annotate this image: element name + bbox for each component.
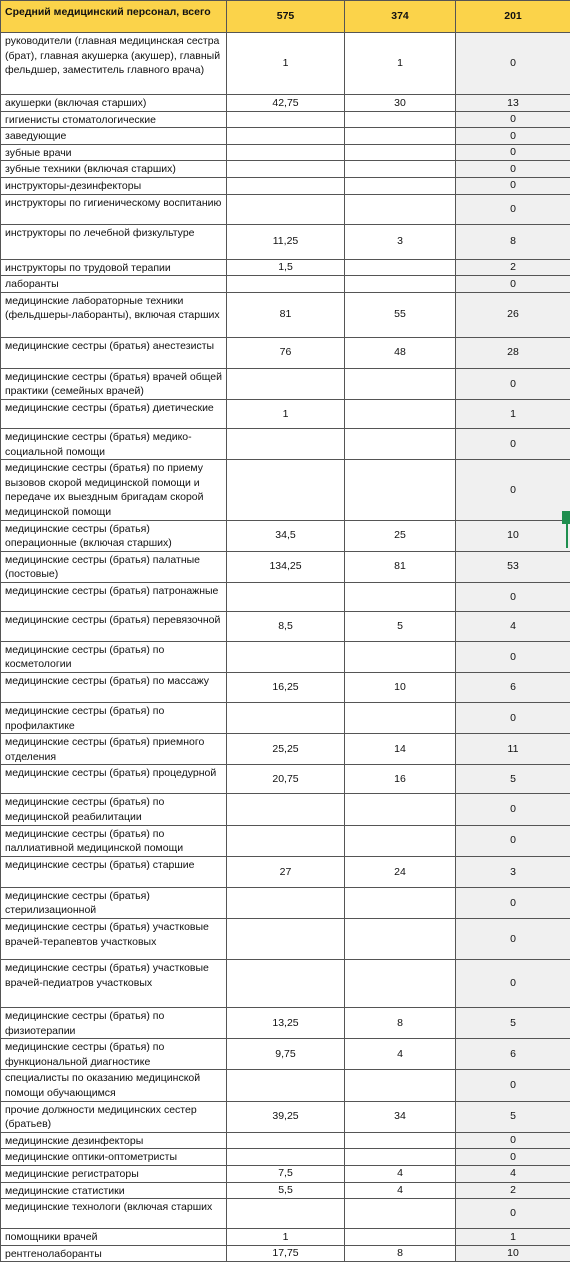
row-label-cell[interactable]: прочие должности медицинских сестер (братьев) (1, 1101, 227, 1132)
row-value-cell-3[interactable]: 0 (456, 919, 570, 960)
row-value-cell-1[interactable]: 76 (227, 337, 345, 368)
row-label-cell[interactable]: медицинские сестры (братья) врачей общей практики (семейных врачей) (1, 368, 227, 399)
row-value-cell-2[interactable] (345, 1229, 456, 1246)
row-value-cell-3[interactable]: 6 (456, 1039, 570, 1070)
table-row (1, 1101, 570, 1132)
table-row (1, 1229, 570, 1246)
row-value-cell-2[interactable]: 24 (345, 856, 456, 887)
row-label-cell[interactable]: медицинские сестры (братья) по функциональной диагностике (1, 1039, 227, 1070)
row-value-cell-1[interactable]: 42,75 (227, 95, 345, 112)
row-value-cell-3[interactable]: 0 (456, 641, 570, 672)
row-value-cell-3[interactable]: 4 (456, 611, 570, 641)
row-value-cell-3[interactable]: 0 (456, 582, 570, 611)
table-row (1, 1165, 570, 1182)
table-row (1, 641, 570, 672)
row-value-cell-1[interactable] (227, 460, 345, 520)
row-value-cell-3[interactable]: 0 (456, 33, 570, 95)
row-label-cell[interactable]: рентгенолаборанты (1, 1245, 227, 1262)
row-value-cell-2[interactable]: 4 (345, 1039, 456, 1070)
row-value-cell-1[interactable] (227, 960, 345, 1008)
table-row (1, 399, 570, 428)
row-label-cell[interactable]: заведующие (1, 128, 227, 145)
header-value-cell-1[interactable]: 575 (227, 1, 345, 33)
row-value-cell-2[interactable]: 5 (345, 611, 456, 641)
row-value-cell-2[interactable] (345, 177, 456, 194)
row-value-cell-1[interactable]: 1 (227, 1229, 345, 1246)
row-value-cell-3[interactable]: 2 (456, 1182, 570, 1199)
row-value-cell-2[interactable]: 55 (345, 292, 456, 337)
row-value-cell-2[interactable]: 25 (345, 520, 456, 551)
row-value-cell-3[interactable]: 26 (456, 292, 570, 337)
table-row (1, 1039, 570, 1070)
row-value-cell-1[interactable] (227, 194, 345, 224)
row-label-cell[interactable]: медицинские сестры (братья) по профилактике (1, 703, 227, 734)
row-value-cell-1[interactable]: 7,5 (227, 1165, 345, 1182)
row-value-cell-1[interactable] (227, 1132, 345, 1149)
row-label-cell[interactable]: медицинские сестры (братья) по массажу (1, 673, 227, 703)
row-value-cell-2[interactable]: 4 (345, 1165, 456, 1182)
row-value-cell-2[interactable] (345, 111, 456, 128)
row-label-cell[interactable]: медицинские сестры (братья) приемного отделения (1, 734, 227, 765)
row-value-cell-3[interactable]: 5 (456, 1008, 570, 1039)
row-value-cell-2[interactable] (345, 1199, 456, 1229)
header-value-cell-3[interactable]: 201 (456, 1, 570, 33)
row-value-cell-3[interactable]: 5 (456, 1101, 570, 1132)
table-row (1, 460, 570, 520)
row-value-cell-2[interactable]: 3 (345, 224, 456, 259)
table-row (1, 1132, 570, 1149)
table-row (1, 1199, 570, 1229)
row-value-cell-2[interactable]: 1 (345, 33, 456, 95)
row-value-cell-1[interactable]: 39,25 (227, 1101, 345, 1132)
header-label-cell[interactable]: Средний медицинский персонал, всего (1, 1, 227, 33)
row-value-cell-2[interactable]: 48 (345, 337, 456, 368)
table-row (1, 95, 570, 112)
row-value-cell-3[interactable]: 0 (456, 825, 570, 856)
row-value-cell-2[interactable] (345, 460, 456, 520)
row-label-cell[interactable]: медицинские сестры (братья) старшие (1, 856, 227, 887)
row-value-cell-2[interactable] (345, 703, 456, 734)
table-row (1, 794, 570, 825)
row-value-cell-3[interactable]: 2 (456, 259, 570, 276)
table-row (1, 919, 570, 960)
row-value-cell-3[interactable]: 10 (456, 520, 570, 551)
row-value-cell-1[interactable]: 27 (227, 856, 345, 887)
selection-fill-handle[interactable] (562, 511, 570, 524)
row-value-cell-2[interactable]: 10 (345, 673, 456, 703)
row-value-cell-3[interactable]: 0 (456, 161, 570, 178)
row-value-cell-2[interactable] (345, 368, 456, 399)
row-value-cell-1[interactable] (227, 1149, 345, 1166)
header-value-cell-2[interactable]: 374 (345, 1, 456, 33)
row-value-cell-3[interactable]: 53 (456, 551, 570, 582)
row-value-cell-1[interactable] (227, 1199, 345, 1229)
row-value-cell-1[interactable]: 13,25 (227, 1008, 345, 1039)
table-row (1, 825, 570, 856)
row-label-cell[interactable]: медицинские сестры (братья) перевязочной (1, 611, 227, 641)
row-value-cell-3[interactable]: 10 (456, 1245, 570, 1262)
row-label-cell[interactable]: инструкторы по гигиеническому воспитанию (1, 194, 227, 224)
table-body (1, 1, 570, 1262)
row-label-cell[interactable]: медицинские лабораторные техники (фельдшеры-лаборанты), включая старших (1, 292, 227, 337)
table-row (1, 33, 570, 95)
row-value-cell-3[interactable]: 0 (456, 887, 570, 918)
row-value-cell-2[interactable]: 4 (345, 1182, 456, 1199)
row-value-cell-1[interactable] (227, 887, 345, 918)
table-row (1, 734, 570, 765)
row-value-cell-2[interactable] (345, 794, 456, 825)
table-row (1, 224, 570, 259)
row-value-cell-1[interactable]: 17,75 (227, 1245, 345, 1262)
row-label-cell[interactable]: зубные техники (включая старших) (1, 161, 227, 178)
row-label-cell[interactable]: медицинские сестры (братья) диетические (1, 399, 227, 428)
row-value-cell-2[interactable] (345, 887, 456, 918)
table-row (1, 368, 570, 399)
table-row (1, 960, 570, 1008)
row-value-cell-1[interactable]: 1 (227, 33, 345, 95)
row-value-cell-2[interactable] (345, 161, 456, 178)
table-row (1, 673, 570, 703)
row-label-cell[interactable]: специалисты по оказанию медицинской помощи обучающимся (1, 1070, 227, 1101)
row-value-cell-1[interactable] (227, 919, 345, 960)
row-label-cell[interactable]: медицинские оптики-оптометристы (1, 1149, 227, 1166)
row-label-cell[interactable]: акушерки (включая старших) (1, 95, 227, 112)
table-row (1, 1008, 570, 1039)
row-value-cell-1[interactable]: 5,5 (227, 1182, 345, 1199)
row-value-cell-1[interactable]: 1 (227, 399, 345, 428)
row-label-cell[interactable]: медицинские сестры (братья) по приему вызовов скорой медицинской помощи и передаче их выездным бригадам скорой медицинской помощи (1, 460, 227, 520)
row-value-cell-1[interactable]: 1,5 (227, 259, 345, 276)
row-value-cell-1[interactable]: 11,25 (227, 224, 345, 259)
row-label-cell[interactable]: медицинские сестры (братья) участковые врачей-терапевтов участковых (1, 919, 227, 960)
row-value-cell-1[interactable] (227, 1070, 345, 1101)
row-value-cell-1[interactable] (227, 703, 345, 734)
row-value-cell-1[interactable] (227, 161, 345, 178)
table-row (1, 1149, 570, 1166)
row-value-cell-3[interactable]: 0 (456, 703, 570, 734)
row-value-cell-2[interactable] (345, 919, 456, 960)
row-value-cell-2[interactable]: 30 (345, 95, 456, 112)
row-value-cell-1[interactable] (227, 177, 345, 194)
row-value-cell-3[interactable]: 13 (456, 95, 570, 112)
row-value-cell-2[interactable] (345, 582, 456, 611)
row-label-cell[interactable]: медицинские сестры (братья) операционные (включая старших) (1, 520, 227, 551)
row-value-cell-3[interactable]: 11 (456, 734, 570, 765)
row-value-cell-2[interactable] (345, 1149, 456, 1166)
row-value-cell-2[interactable]: 81 (345, 551, 456, 582)
table-row (1, 582, 570, 611)
row-value-cell-3[interactable]: 6 (456, 673, 570, 703)
row-value-cell-2[interactable] (345, 960, 456, 1008)
row-label-cell[interactable]: гигиенисты стоматологические (1, 111, 227, 128)
row-label-cell[interactable]: инструкторы по трудовой терапии (1, 259, 227, 276)
row-value-cell-1[interactable] (227, 641, 345, 672)
table-row (1, 337, 570, 368)
row-value-cell-2[interactable] (345, 641, 456, 672)
row-value-cell-1[interactable]: 134,25 (227, 551, 345, 582)
row-value-cell-2[interactable] (345, 1070, 456, 1101)
row-value-cell-3[interactable]: 0 (456, 368, 570, 399)
row-value-cell-1[interactable] (227, 144, 345, 161)
selection-border (566, 524, 568, 548)
row-value-cell-3[interactable]: 0 (456, 460, 570, 520)
row-label-cell[interactable]: руководители (главная медицинская сестра (брат), главная акушерка (акушер), главный фельдшер, заместитель главного врача) (1, 33, 227, 95)
row-label-cell[interactable]: медицинские регистраторы (1, 1165, 227, 1182)
row-label-cell[interactable]: медицинские сестры (братья) медико-социальной помощи (1, 428, 227, 459)
row-value-cell-3[interactable]: 0 (456, 144, 570, 161)
row-value-cell-1[interactable]: 16,25 (227, 673, 345, 703)
table-row (1, 111, 570, 128)
row-label-cell[interactable]: медицинские сестры (братья) анестезисты (1, 337, 227, 368)
table-row (1, 276, 570, 293)
row-value-cell-3[interactable]: 0 (456, 128, 570, 145)
row-value-cell-2[interactable] (345, 144, 456, 161)
row-value-cell-3[interactable]: 0 (456, 177, 570, 194)
row-value-cell-3[interactable]: 5 (456, 765, 570, 794)
row-label-cell[interactable]: медицинские сестры (братья) по косметологии (1, 641, 227, 672)
row-value-cell-1[interactable] (227, 825, 345, 856)
row-label-cell[interactable]: медицинские сестры (братья) процедурной (1, 765, 227, 794)
row-value-cell-2[interactable] (345, 276, 456, 293)
table-row (1, 194, 570, 224)
row-value-cell-1[interactable]: 8,5 (227, 611, 345, 641)
row-label-cell[interactable]: инструкторы по лечебной физкультуре (1, 224, 227, 259)
row-value-cell-3[interactable]: 0 (456, 794, 570, 825)
row-value-cell-1[interactable] (227, 428, 345, 459)
table-row (1, 292, 570, 337)
row-value-cell-1[interactable] (227, 794, 345, 825)
row-label-cell[interactable]: медицинские сестры (братья) палатные (постовые) (1, 551, 227, 582)
row-value-cell-2[interactable] (345, 128, 456, 145)
row-value-cell-2[interactable]: 14 (345, 734, 456, 765)
table-row (1, 551, 570, 582)
row-value-cell-3[interactable]: 0 (456, 1199, 570, 1229)
table-row (1, 765, 570, 794)
row-value-cell-3[interactable]: 1 (456, 399, 570, 428)
row-value-cell-1[interactable]: 81 (227, 292, 345, 337)
row-label-cell[interactable]: медицинские сестры (братья) по физиотерапии (1, 1008, 227, 1039)
row-value-cell-3[interactable]: 8 (456, 224, 570, 259)
row-value-cell-3[interactable]: 1 (456, 1229, 570, 1246)
table-row (1, 1245, 570, 1262)
row-label-cell[interactable]: медицинские сестры (братья) стерилизационной (1, 887, 227, 918)
row-value-cell-3[interactable]: 0 (456, 194, 570, 224)
row-value-cell-3[interactable]: 0 (456, 428, 570, 459)
row-value-cell-3[interactable]: 0 (456, 276, 570, 293)
row-value-cell-2[interactable] (345, 428, 456, 459)
row-value-cell-1[interactable] (227, 111, 345, 128)
row-value-cell-1[interactable]: 9,75 (227, 1039, 345, 1070)
row-value-cell-2[interactable]: 8 (345, 1008, 456, 1039)
row-value-cell-1[interactable]: 34,5 (227, 520, 345, 551)
table-row (1, 259, 570, 276)
row-value-cell-3[interactable]: 0 (456, 1070, 570, 1101)
row-label-cell[interactable]: помощники врачей (1, 1229, 227, 1246)
row-value-cell-1[interactable] (227, 582, 345, 611)
row-label-cell[interactable]: инструкторы-дезинфекторы (1, 177, 227, 194)
row-value-cell-2[interactable] (345, 1132, 456, 1149)
row-value-cell-3[interactable]: 3 (456, 856, 570, 887)
row-label-cell[interactable]: лаборанты (1, 276, 227, 293)
row-value-cell-1[interactable]: 20,75 (227, 765, 345, 794)
row-value-cell-3[interactable]: 0 (456, 1149, 570, 1166)
table-row (1, 128, 570, 145)
row-label-cell[interactable]: медицинские сестры (братья) патронажные (1, 582, 227, 611)
row-value-cell-2[interactable]: 16 (345, 765, 456, 794)
row-value-cell-2[interactable] (345, 399, 456, 428)
table-row (1, 428, 570, 459)
table-row (1, 703, 570, 734)
table-row (1, 161, 570, 178)
table-row (1, 1070, 570, 1101)
row-label-cell[interactable]: медицинские статистики (1, 1182, 227, 1199)
row-label-cell[interactable]: медицинские технологи (включая старших (1, 1199, 227, 1229)
row-value-cell-3[interactable]: 28 (456, 337, 570, 368)
row-label-cell[interactable]: зубные врачи (1, 144, 227, 161)
row-value-cell-3[interactable]: 0 (456, 960, 570, 1008)
table-row (1, 856, 570, 887)
row-value-cell-1[interactable] (227, 276, 345, 293)
row-value-cell-2[interactable] (345, 194, 456, 224)
table-row (1, 520, 570, 551)
row-label-cell[interactable]: медицинские дезинфекторы (1, 1132, 227, 1149)
row-label-cell[interactable]: медицинские сестры (братья) по медицинской реабилитации (1, 794, 227, 825)
row-label-cell[interactable]: медицинские сестры (братья) участковые врачей-педиатров участковых (1, 960, 227, 1008)
row-value-cell-1[interactable] (227, 128, 345, 145)
table-row (1, 144, 570, 161)
row-value-cell-1[interactable]: 25,25 (227, 734, 345, 765)
row-value-cell-1[interactable] (227, 368, 345, 399)
row-value-cell-2[interactable]: 34 (345, 1101, 456, 1132)
table-row (1, 177, 570, 194)
row-value-cell-3[interactable]: 4 (456, 1165, 570, 1182)
row-value-cell-2[interactable]: 8 (345, 1245, 456, 1262)
table-row (1, 1182, 570, 1199)
table-row (1, 887, 570, 918)
header-row (1, 1, 570, 33)
row-value-cell-2[interactable] (345, 825, 456, 856)
row-value-cell-2[interactable] (345, 259, 456, 276)
row-value-cell-3[interactable]: 0 (456, 1132, 570, 1149)
row-value-cell-3[interactable]: 0 (456, 111, 570, 128)
row-label-cell[interactable]: медицинские сестры (братья) по паллиативной медицинской помощи (1, 825, 227, 856)
table-row (1, 611, 570, 641)
